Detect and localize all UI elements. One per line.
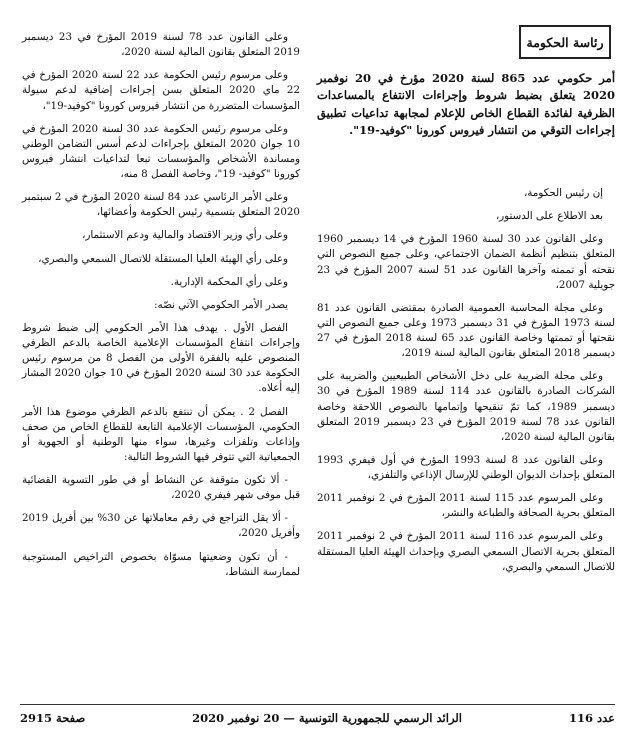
page-footer: [20, 709, 615, 727]
article-paragraph: الفصل 2 . يمكن أن تنتفع بالدعم الظرفي موضوع هذا الأمر الحكومي، المؤسسات الإعلامية التابعة للقطاع الخاص من صحف وإذاعات وتلفزات وغيرها، سواء منها الوطنية أو الجهوية أو الجمعياتية التي تتوفر فيها الشروط التالية:: [22, 405, 300, 463]
paragraph: وعلى المرسوم عدد 116 لسنة 2011 المؤرخ في 2 نوفمبر 2011 المتعلق بحرية الاتصال السمعي البصري وبإحداث الهيئة العليا المستقلة للاتصال السمعي والبصري،: [317, 530, 615, 573]
section-title: [519, 25, 611, 59]
paragraph: وعلى القانون عدد 30 لسنة 1960 المؤرخ في 14 ديسمبر 1960 المتعلق بتنظيم أنظمة الضمان الاجتماعي، وعلى جميع النصوص التي نقحته أو تممته وآخرها القانون عدد 51 لسنة 2007 المؤرخ في 23 جويلية 2007،: [317, 233, 615, 291]
journal-title: الرائد الرسمي للجمهورية التونسية — 20 نوفمبر 2020: [192, 711, 462, 725]
paragraph: بعد الاطلاع على الدستور،: [495, 210, 603, 223]
paragraph: وعلى رأي الهيئة العليا المستقلة للاتصال السمعي والبصري،: [38, 252, 288, 265]
paragraph: وعلى الأمر الرئاسي عدد 84 لسنة 2020 المؤرخ في 2 سبتمبر 2020 المتعلق بتسمية رئيس الحكومة وأعضائها،: [22, 191, 300, 219]
condition-item: - أن تكون وضعيتها مسوّاة بخصوص التراخيص المستوجبة لممارسة النشاط،: [22, 550, 300, 578]
right-column: [317, 186, 615, 583]
paragraph: وعلى مجلة المحاسبة العمومية الصادرة بمقتضى القانون عدد 81 لسنة 1973 المؤرخ في 31 ديسمبر 1973 وعلى جميع النصوص التي نقحتها أو تممتها وخاصة القانون عدد 65 لسنة 2018 المؤرخ في 27 ديسمبر 2018 المتعلق بقانون المالية لسنة 2019،: [317, 301, 615, 360]
article-paragraph: الفصل الأول . يهدف هذا الأمر الحكومي إلى ضبط شروط وإجراءات انتفاع المؤسسات الإعلامية الخاصة بالدعم الظرفي المنصوص عليه بالفقرة الأولى من الفصل 8 من مرسوم رئيس الحكومة عدد 30 لسنة 2020 المؤرخ في 10 جوان 2020 المشار إليه أعلاه.: [22, 321, 301, 395]
paragraph: وعلى رأي وزير الاقتصاد والمالية ودعم الاستثمار،: [82, 229, 288, 242]
paragraph: يصدر الأمر الحكومي الآتي نصّه:: [154, 298, 288, 311]
paragraph: وعلى مرسوم رئيس الحكومة عدد 22 لسنة 2020 المؤرخ في 22 ماي 2020 المتعلق بسن إجراءات إضافية لدعم سيولة المؤسسات المتضررة من انتشار فيروس كورونا "كوفيد-19"،: [22, 69, 300, 112]
condition-item: - ألا يقل التراجع في رقم معاملاتها عن 30% بين أفريل 2019 وأفريل 2020،: [22, 512, 300, 540]
paragraph: وعلى مرسوم رئيس الحكومة عدد 30 لسنة 2020 المؤرخ في 10 جوان 2020 المتعلق بإجراءات لدعم أسس التضامن الوطني ومساندة الأشخاص والمؤسسات تبعا لتداعيات انتشار فيروس كورونا "كوفيد- 19"، وخاصة الفصل 8 منه،: [22, 122, 300, 180]
paragraph: وعلى المرسوم عدد 115 لسنة 2011 المؤرخ في 2 نوفمبر 2011 المتعلق بحرية الصحافة والطباعة والنشر،: [317, 492, 615, 520]
left-column: [22, 30, 300, 588]
condition-item: - ألا تكون متوقفة عن النشاط أو في طور التسوية القضائية قبل موفى شهر فيفري 2020،: [22, 474, 300, 502]
section-title-text: رئاسة الحكومة: [526, 34, 604, 50]
paragraph: وعلى مجلة الضريبة على دخل الأشخاص الطبيعيين والضريبة على الشركات الصادرة بالقانون عدد 114 لسنة 1989 المؤرخ في 30 ديسمبر 1989، كما تمّ تنقيحها وإتمامها بالنصوص اللاحقة وخاصة القانون عدد 78 لسنة 2019 المؤرخ في 23 ديسمبر 2019 المتعلق بقانون المالية لسنة 2020،: [317, 370, 616, 443]
footer-divider: [20, 704, 615, 705]
paragraph: إن رئيس الحكومة،: [523, 187, 603, 199]
paragraph: وعلى القانون عدد 78 لسنة 2019 المؤرخ في 23 ديسمبر 2019 المتعلق بقانون المالية لسنة 2020،: [22, 31, 300, 59]
issue-number: عدد 116: [568, 711, 615, 725]
paragraph: وعلى القانون عدد 8 لسنة 1993 المؤرخ في أول فيفري 1993 المتعلق بإحداث الديوان الوطني للإرسال الإذاعي والتلفزي،: [317, 453, 615, 481]
decree-title: أمر حكومي عدد 865 لسنة 2020 مؤرخ في 20 نوفمبر 2020 يتعلق بضبط شروط وإجراءات الانتفاع بالمساعدات الظرفية لفائدة القطاع الخاص للإعلام لمجابهة تداعيات تطبيق إجراءات التوقي من انتشار فيروس كورونا "كوفيد-19".: [317, 71, 616, 138]
page-number: صفحة 2915: [20, 711, 86, 725]
paragraph: وعلى رأي المحكمة الإدارية.: [170, 275, 288, 288]
